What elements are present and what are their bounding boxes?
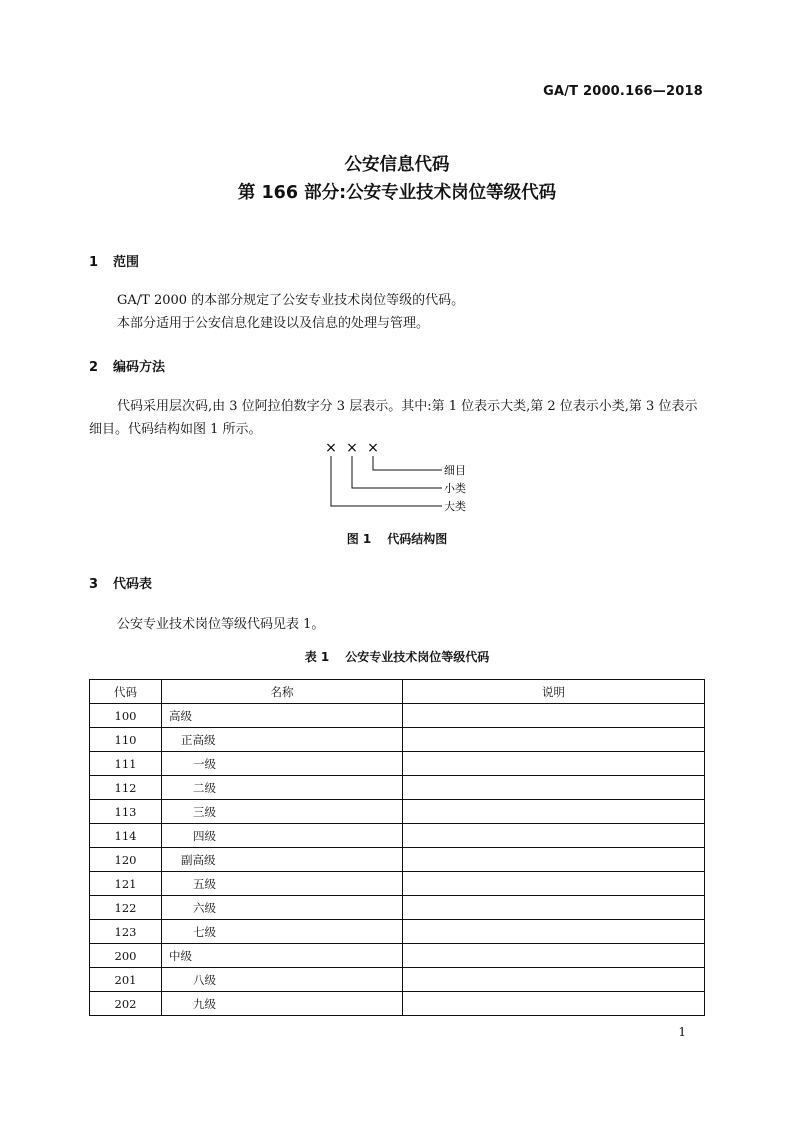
figure-caption-number: 图 1 <box>346 532 372 546</box>
cell-note <box>403 992 705 1016</box>
section-heading-coding-method <box>89 356 165 375</box>
paragraph: GA/T 2000 的本部分规定了公安专业技术岗位等级的代码。 <box>117 293 465 308</box>
section-number: 1 <box>89 255 99 270</box>
table-row <box>90 872 705 896</box>
diagram-marker-1: × <box>325 440 337 456</box>
table-header-row <box>90 680 705 704</box>
cell-name-text: 二级 <box>193 780 216 795</box>
diagram-label-detail: 细目 <box>444 464 466 477</box>
cell-note <box>403 896 705 920</box>
cell-code: 113 <box>90 800 162 824</box>
section-heading-scope <box>89 251 139 270</box>
table-row <box>90 800 705 824</box>
cell-name-text: 高级 <box>169 708 192 723</box>
cell-name-text: 中级 <box>169 948 192 963</box>
cell-name <box>162 920 403 944</box>
cell-name <box>162 800 403 824</box>
cell-code: 100 <box>90 704 162 728</box>
table-row <box>90 944 705 968</box>
cell-name <box>162 824 403 848</box>
section-title: 代码表 <box>113 577 153 592</box>
cell-name-text: 九级 <box>193 996 216 1011</box>
table-row <box>90 728 705 752</box>
diagram-label-subclass: 小类 <box>444 482 466 495</box>
column-header-name: 名称 <box>162 680 403 704</box>
section-title: 范围 <box>113 255 140 270</box>
paragraph: 代码采用层次码,由 3 位阿拉伯数字分 3 层表示。其中:第 1 位表示大类,第 2 位表示小类,第 3 位表示细目。代码结构如图 1 所示。 <box>89 399 698 437</box>
cell-code: 200 <box>90 944 162 968</box>
cell-note <box>403 704 705 728</box>
table-row <box>90 752 705 776</box>
cell-name <box>162 704 403 728</box>
cell-name-text: 正高级 <box>181 732 216 747</box>
cell-code: 121 <box>90 872 162 896</box>
cell-note <box>403 800 705 824</box>
cell-note <box>403 848 705 872</box>
cell-name-text: 一级 <box>193 756 216 771</box>
cell-code: 120 <box>90 848 162 872</box>
diagram-label-class: 大类 <box>444 500 466 513</box>
cell-note <box>403 824 705 848</box>
cell-name-text: 七级 <box>193 924 216 939</box>
cell-name-text: 副高级 <box>181 852 216 867</box>
cell-name <box>162 776 403 800</box>
figure-caption-text: 代码结构图 <box>387 532 448 546</box>
cell-code: 110 <box>90 728 162 752</box>
paragraph: 本部分适用于公安信息化建设以及信息的处理与管理。 <box>117 316 430 331</box>
table-row <box>90 824 705 848</box>
standard-code: GA/T 2000.166—2018 <box>543 84 703 99</box>
cell-note <box>403 776 705 800</box>
cell-note <box>403 872 705 896</box>
table-body <box>90 704 705 1016</box>
column-header-code: 代码 <box>90 680 162 704</box>
table-caption-text: 公安专业技术岗位等级代码 <box>345 650 490 664</box>
table-row <box>90 896 705 920</box>
cell-name <box>162 872 403 896</box>
cell-name-text: 五级 <box>193 876 216 891</box>
cell-code: 114 <box>90 824 162 848</box>
section-heading-code-table <box>89 573 152 592</box>
cell-code: 202 <box>90 992 162 1016</box>
diagram-marker-3: × <box>367 440 379 456</box>
cell-note <box>403 920 705 944</box>
document-subtitle: 第 166 部分:公安专业技术岗位等级代码 <box>237 183 557 203</box>
cell-name-text: 八级 <box>193 972 216 987</box>
diagram-connector-detail <box>373 456 442 470</box>
document-title: 公安信息代码 <box>344 155 450 175</box>
cell-code: 112 <box>90 776 162 800</box>
cell-code: 201 <box>90 968 162 992</box>
paragraph: 公安专业技术岗位等级代码见表 1。 <box>117 617 325 632</box>
cell-name-text: 六级 <box>193 900 216 915</box>
code-structure-diagram <box>320 438 480 516</box>
cell-name <box>162 992 403 1016</box>
cell-code: 111 <box>90 752 162 776</box>
diagram-marker-2: × <box>346 440 358 456</box>
table-row <box>90 704 705 728</box>
section-number: 3 <box>89 577 99 592</box>
cell-name-text: 三级 <box>193 804 216 819</box>
cell-note <box>403 944 705 968</box>
table-caption-number: 表 1 <box>304 650 330 664</box>
cell-note <box>403 968 705 992</box>
code-table <box>89 679 705 1016</box>
cell-name-text: 四级 <box>193 828 216 843</box>
cell-note <box>403 728 705 752</box>
table-row <box>90 848 705 872</box>
table-row <box>90 920 705 944</box>
cell-name <box>162 968 403 992</box>
cell-name <box>162 752 403 776</box>
table-caption <box>0 648 794 665</box>
section-number: 2 <box>89 360 99 375</box>
page-number: 1 <box>678 1025 686 1039</box>
cell-code: 123 <box>90 920 162 944</box>
table-row <box>90 776 705 800</box>
cell-note <box>403 752 705 776</box>
figure-caption <box>0 530 794 547</box>
cell-name <box>162 944 403 968</box>
table-row <box>90 992 705 1016</box>
table-row <box>90 968 705 992</box>
column-header-note: 说明 <box>403 680 705 704</box>
cell-name <box>162 848 403 872</box>
diagram-connector-subclass <box>352 456 442 488</box>
diagram-connector-class <box>331 456 442 506</box>
cell-code: 122 <box>90 896 162 920</box>
cell-name <box>162 728 403 752</box>
section-title: 编码方法 <box>113 360 166 375</box>
cell-name <box>162 896 403 920</box>
